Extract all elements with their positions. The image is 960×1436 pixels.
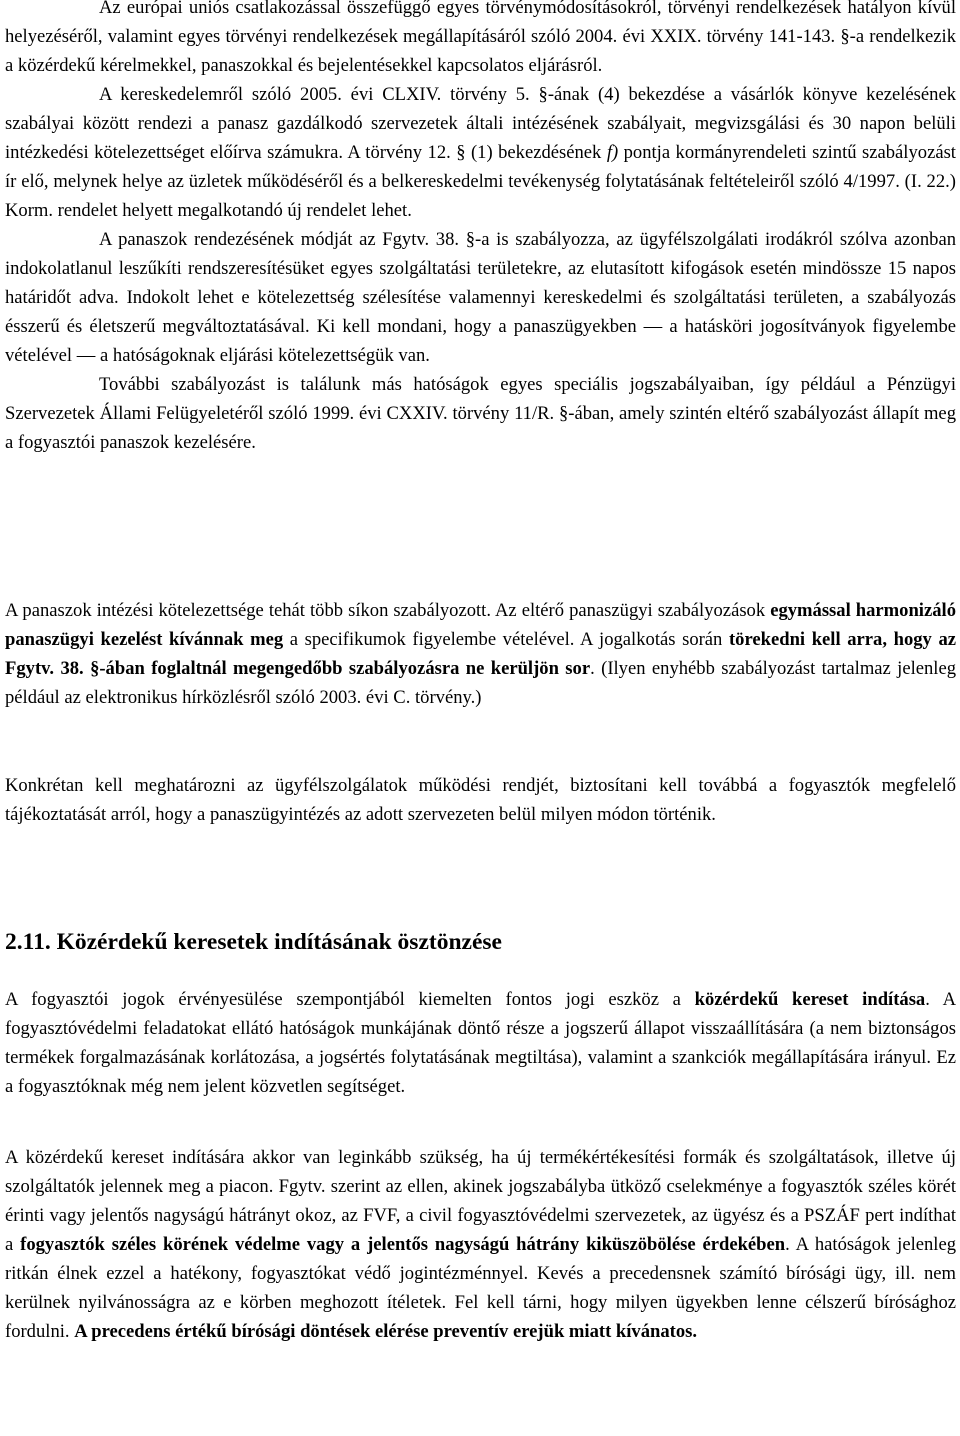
paragraph-public-interest-action: A fogyasztói jogok érvényesülése szempontjából kiemelten fontos jogi eszköz a közérdekű kereset indítása. A fogyasztóvédelmi feladatokat ellátó hatóságok munkájának döntő része a jogszerű állapot visszaállítására (a nem biztonságos termékek forgalmazásának korlátozása, a jogsértés folytatásának megtiltása), valamint a szankciók megállapítására irányul. Ez a fogyasztóknak még nem jelent közvetlen segítséget. xyxy=(5,989,956,1097)
paragraph-lawsuit-need: A közérdekű kereset indítására akkor van leginkább szükség, ha új termékértékesítési formák és szolgáltatások, illetve új szolgáltatók jelennek meg a piacon. Fgytv. szerint az ellen, akinek jogszabályba ütköző cselekménye a fogyasztók széles körét érinti vagy jelentős nagyságú hátrányt okoz, az FVF, a civil fogyasztóvédelmi szervezetek, az ügyész és a PSZÁF pert indíthat a fogyasztók széles körének védelme vagy a jelentős nagyságú hátrány kiküszöbölése érdekében. A hatóságok jelenleg ritkán élnek ezzel a hatékony, fogyasztókat védő jogintézménnyel. Kevés a precedensnek számító bírósági ügy, ill. nem kerülnek nyilvánosságra az e körben meghozott ítéletek. Fel kell tárni, hogy milyen ügyekben lenne célszerű bírósághoz fordulni. A precedens értékű bírósági döntések elérése preventív erejük miatt kívánatos. xyxy=(5,1147,956,1342)
section-legal-references xyxy=(5,0,956,457)
paragraph-commerce-act: A kereskedelemről szóló 2005. évi CLXIV. törvény 5. §-ának (4) bekezdése a vásárlók könyve kezelésének szabályai között rendezi a panasz gazdálkodó szervezetek általi intézésének szabályait, megvizsgálási és 30 napon belüli intézkedési kötelezettséget előírva számukra. A törvény 12. § (1) bekezdésének f) pontja kormányrendeleti szintű szabályozást ír elő, melynek helye az üzletek működéséről és a belkereskedelmi tevékenység folytatásának feltételeiről szóló 4/1997. (I. 22.) Korm. rendelet helyett megalkotandó új rendelet lehet. xyxy=(5,84,956,221)
section-customer-service xyxy=(5,771,956,829)
section-heading: 2.11. Közérdekű keresetek indításának ösztönzése xyxy=(5,929,502,955)
paragraph-fgytv-38: A panaszok rendezésének módját az Fgytv. 38. §-a is szabályozza, az ügyfélszolgálati irodákról szólva azonban indokolatlanul leszűkíti rendszeresítésüket egyes szolgáltatási területekre, az elutasított kifogások esetén mindössze 15 napos határidőt adva. Indokolt lehet e kötelezettség szélesítése valamennyi kereskedelmi és szolgáltatási területen, a szabályozás ésszerű és életszerű megváltoztatásával. Ki kell mondani, hogy a panaszügyekben ― a hatásköri jogosítványok figyelembe vételével ― a hatóságoknak eljárási kötelezettségük van. xyxy=(5,229,956,366)
paragraph-customer-service: Konkrétan kell meghatározni az ügyfélszolgálatok működési rendjét, biztosítani kell továbbá a fogyasztók megfelelő tájékoztatását arról, hogy a panaszügyintézés az adott szervezeten belül milyen módon történik. xyxy=(5,775,956,825)
paragraph-pszaf-act: További szabályozást is találunk más hatóságok egyes speciális jogszabályaiban, így például a Pénzügyi Szervezetek Állami Felügyeletéről szóló 1999. évi CXXIV. törvény 11/R. §-ában, amely szintén eltérő szabályozást állapít meg a fogyasztói panaszok kezelésére. xyxy=(5,374,956,453)
paragraph-eu-accession-act: Az európai uniós csatlakozással összefüggő egyes törvénymódosításokról, törvényi rendelkezések hatályon kívül helyezéséről, valamint egyes törvényi rendelkezések megállapításáról szóló 2004. évi XXIX. törvény 141-143. §-a rendelkezik a közérdekű kérelmekkel, panaszokkal és bejelentésekkel kapcsolatos eljárásról. xyxy=(5,0,956,76)
section-lawsuit-need xyxy=(5,1143,956,1346)
section-complaint-harmonization xyxy=(5,596,956,712)
section-public-interest-action xyxy=(5,985,956,1101)
paragraph-harmonization: A panaszok intézési kötelezettsége tehát több síkon szabályozott. Az eltérő panaszügyi szabályozások egymással harmonizáló panaszügyi kezelést kívánnak meg a specifikumok figyelembe vételével. A jogalkotás során törekedni kell arra, hogy az Fgytv. 38. §-ában foglaltnál megengedőbb szabályozásra ne kerüljön sor. (Ilyen enyhébb szabályozást tartalmaz jelenleg például az elektronikus hírközlésről szóló 2003. évi C. törvény.) xyxy=(5,600,957,708)
